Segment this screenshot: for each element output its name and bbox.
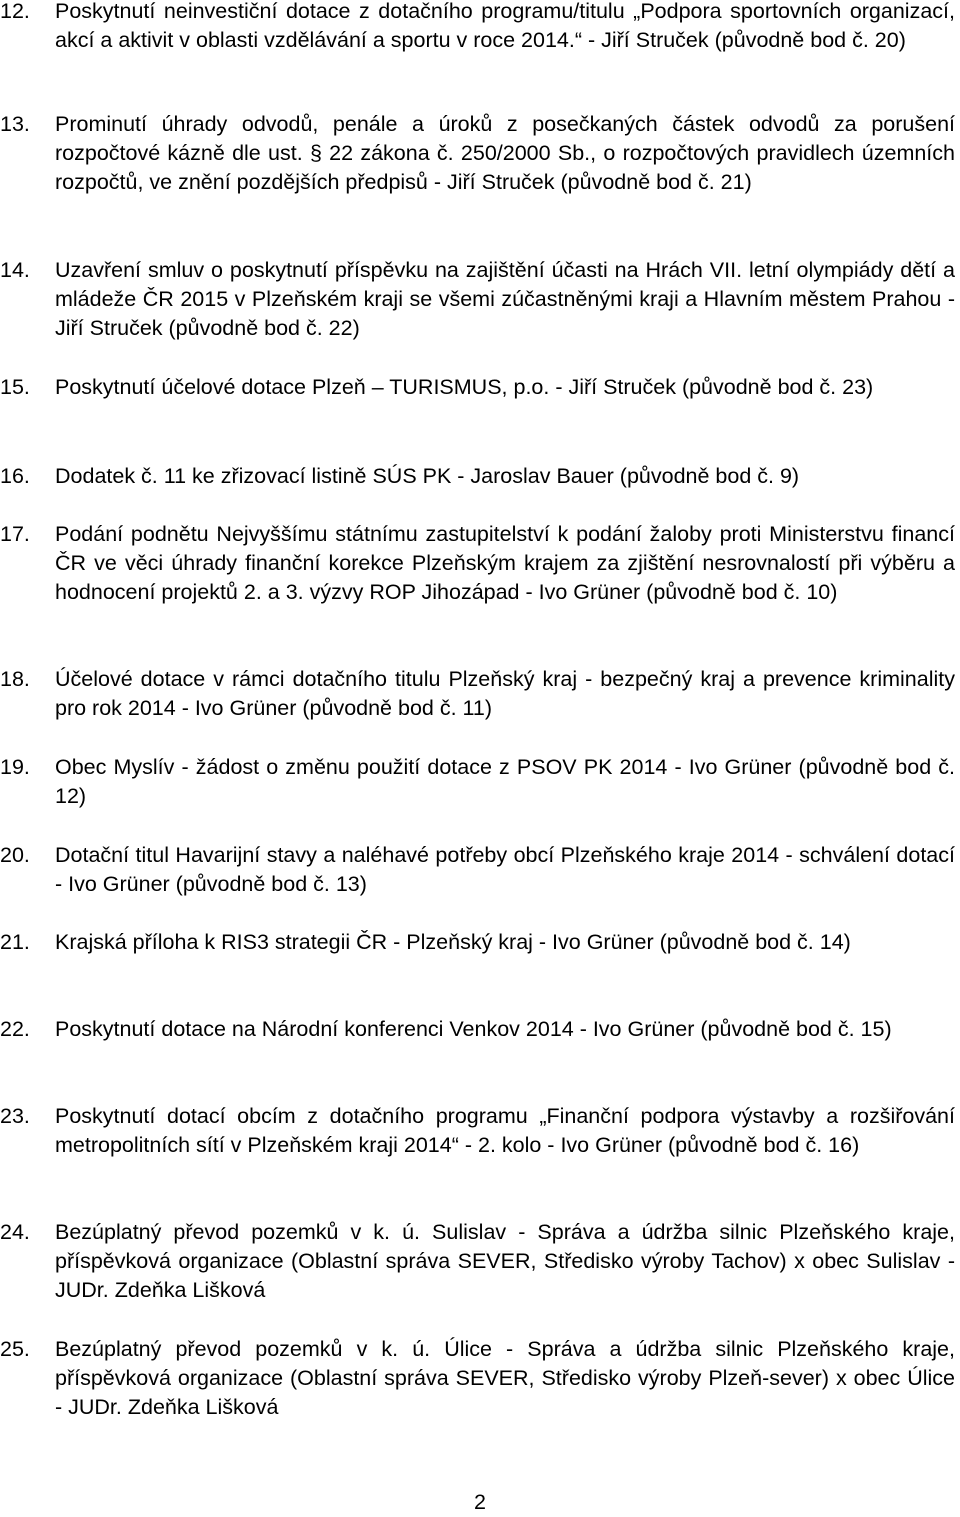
agenda-item-text: Poskytnutí dotací obcím z dotačního programu „Finanční podpora výstavby a rozšiřování metropolitních sítí v Plzeňském kraji 2014“ - 2. kolo - Ivo Grüner (původně bod č. 16) [55,1104,955,1157]
page-number: 2 [474,1490,486,1514]
agenda-item-number: 13. [0,112,30,136]
agenda-item-number: 19. [0,755,30,779]
agenda-item-text: Obec Myslív - žádost o změnu použití dotace z PSOV PK 2014 - Ivo Grüner (původně bod č. 12) [55,755,955,808]
agenda-item-text: Dotační titul Havarijní stavy a naléhavé potřeby obcí Plzeňského kraje 2014 - schválení dotací - Ivo Grüner (původně bod č. 13) [55,843,955,896]
agenda-item-number: 18. [0,667,30,691]
agenda-item-23 [0,1102,960,1160]
agenda-item-text: Podání podnětu Nejvyššímu státnímu zastupitelství k podání žaloby proti Ministerstvu financí ČR ve věci úhrady finanční korekce Plzeňským krajem za zjištění nesrovnalostí při výběru a hodnocení projektů 2. a 3. výzvy ROP Jihozápad - Ivo Grüner (původně bod č. 10) [55,522,955,604]
agenda-item-22 [0,1015,960,1044]
agenda-item-15 [0,373,960,402]
agenda-item-number: 16. [0,464,30,488]
agenda-item-text: Bezúplatný převod pozemků v k. ú. Sulislav - Správa a údržba silnic Plzeňského kraje, příspěvková organizace (Oblastní správa SEVER, Středisko výroby Tachov) x obec Sulislav - JUDr. Zdeňka Lišková [55,1220,955,1302]
agenda-item-17 [0,520,960,607]
agenda-item-16 [0,462,960,491]
agenda-item-number: 23. [0,1104,30,1128]
agenda-item-18 [0,665,960,723]
agenda-item-text: Bezúplatný převod pozemků v k. ú. Úlice - Správa a údržba silnic Plzeňského kraje, příspěvková organizace (Oblastní správa SEVER, Středisko výroby Plzeň-sever) x obec Úlice - JUDr. Zdeňka Lišková [55,1337,955,1419]
agenda-item-24 [0,1218,960,1305]
agenda-item-number: 25. [0,1337,30,1361]
agenda-item-25 [0,1335,960,1422]
agenda-item-text: Dodatek č. 11 ke zřizovací listině SÚS PK - Jaroslav Bauer (původně bod č. 9) [55,464,800,488]
agenda-item-number: 22. [0,1017,30,1041]
agenda-item-20 [0,841,960,899]
agenda-item-number: 17. [0,522,30,546]
agenda-item-text: Účelové dotace v rámci dotačního titulu Plzeňský kraj - bezpečný kraj a prevence kriminality pro rok 2014 - Ivo Grüner (původně bod č. 11) [55,667,955,720]
agenda-item-number: 21. [0,930,30,954]
agenda-item-number: 15. [0,375,30,399]
agenda-item-text: Uzavření smluv o poskytnutí příspěvku na zajištění účasti na Hrách VII. letní olympiády dětí a mládeže ČR 2015 v Plzeňském kraji se všemi zúčastněnými kraji a Hlavním městem Prahou - Jiří Struček (původně bod č. 22) [55,258,955,340]
agenda-item-number: 14. [0,258,30,282]
agenda-item-text: Krajská příloha k RIS3 strategii ČR - Plzeňský kraj - Ivo Grüner (původně bod č. 14) [55,930,851,954]
agenda-item-text: Poskytnutí neinvestiční dotace z dotačního programu/titulu „Podpora sportovních organizací, akcí a aktivit v oblasti vzdělávání a sportu v roce 2014.“ - Jiří Struček (původně bod č. 20) [55,0,955,52]
agenda-item-14 [0,256,960,343]
agenda-item-text: Prominutí úhrady odvodů, penále a úroků z posečkaných částek odvodů za porušení rozpočtové kázně dle ust. § 22 zákona č. 250/2000 Sb., o rozpočtových pravidlech územních rozpočtů, ve znění pozdějších předpisů - Jiří Struček (původně bod č. 21) [55,112,955,194]
agenda-item-number: 20. [0,843,30,867]
agenda-item-text: Poskytnutí dotace na Národní konferenci Venkov 2014 - Ivo Grüner (původně bod č. 15) [55,1017,892,1041]
agenda-item-12 [0,0,960,55]
agenda-item-number: 12. [0,0,30,23]
agenda-item-text: Poskytnutí účelové dotace Plzeň – TURISMUS, p.o. - Jiří Struček (původně bod č. 23) [55,375,874,399]
agenda-item-19 [0,753,960,811]
agenda-item-21 [0,928,960,957]
agenda-item-13 [0,110,960,197]
agenda-item-number: 24. [0,1220,30,1244]
